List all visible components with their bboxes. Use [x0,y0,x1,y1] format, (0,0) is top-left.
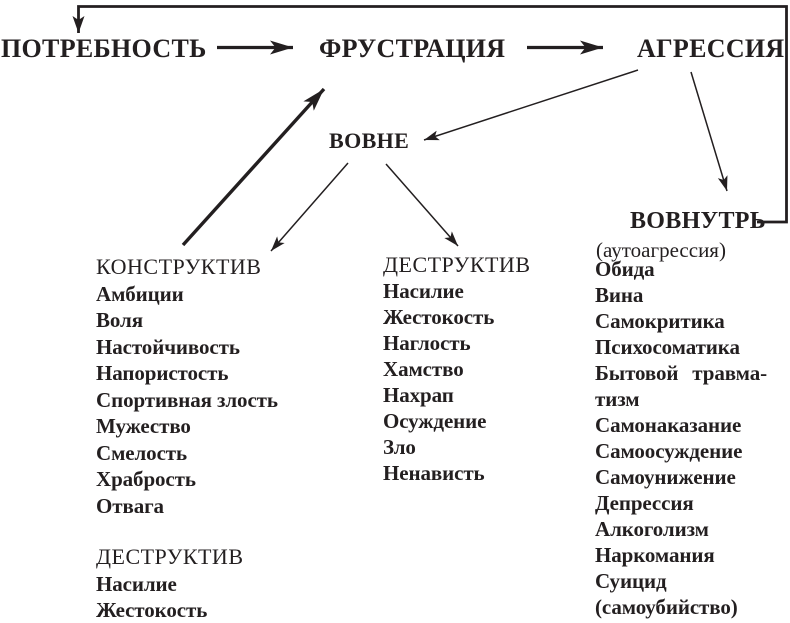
arrow-outward-to-destructive [386,164,458,246]
arrow-aggression-to-inward [691,72,727,191]
list-item: Насилие [383,279,464,303]
node-inward-subtitle: (аутоагрессия) [596,238,726,262]
constructive-header: КОНСТРУКТИВ [96,254,262,279]
list-item: Наглость [383,331,471,355]
list-item: Самоосуждение [595,439,743,463]
list-item: Смелость [96,440,188,465]
list-item: Психосоматика [595,335,740,359]
list-item: Наркомания [595,543,715,567]
list-item: Храбрость [96,467,196,491]
constructive-destructive-list [96,571,278,623]
list-item: Самоунижение [595,465,736,489]
node-outward: ВОВНЕ [329,128,410,153]
list-item: Напористость [96,361,229,385]
list-item: Хамство [383,357,464,381]
list-item: Осуждение [383,409,487,433]
list-item: тизм [595,387,640,411]
list-item: Бытовой травма- [595,361,767,385]
node-inward: ВОВНУТРЬ [630,208,766,234]
list-item: Ненависть [383,461,485,485]
column-destructive [383,252,531,486]
arrow-aggression-to-outward [424,70,638,140]
arrow-constructive-to-frustration [183,89,324,245]
list-item: Жестокость [383,305,495,329]
column-inward [595,256,767,620]
list-item: Амбиции [96,281,184,306]
destructive-header: ДЕСТРУКТИВ [383,252,531,277]
list-item: Воля [96,308,143,332]
constructive-destructive-header: ДЕСТРУКТИВ [96,544,244,569]
destructive-list [383,278,531,486]
list-item: Самокритика [595,309,725,333]
list-item: Суицид [595,569,667,593]
list-item: Самонаказание [595,413,742,437]
list-item: Обида [595,257,655,281]
node-aggression: АГРЕССИЯ [637,34,785,63]
list-item: Жестокость [96,598,208,622]
list-item: Алкоголизм [595,517,709,541]
list-item: Вина [595,283,644,307]
node-frustration: ФРУСТРАЦИЯ [319,34,506,63]
arrow-outward-to-constructive [271,163,348,251]
list-item: Спортивная злость [96,387,278,412]
column-constructive [96,254,278,623]
list-item: Зло [383,435,416,459]
list-item: Насилие [96,571,177,596]
constructive-list [96,281,278,520]
inward-list [595,256,767,620]
node-need: ПОТРЕБНОСТЬ [1,34,207,63]
list-item: Отвага [96,493,164,518]
list-item: Настойчивость [96,334,240,359]
list-item: (самоубийство) [595,595,738,619]
list-item: Нахрап [383,383,454,407]
list-item: Мужество [96,414,191,438]
list-item: Депрессия [595,491,694,515]
